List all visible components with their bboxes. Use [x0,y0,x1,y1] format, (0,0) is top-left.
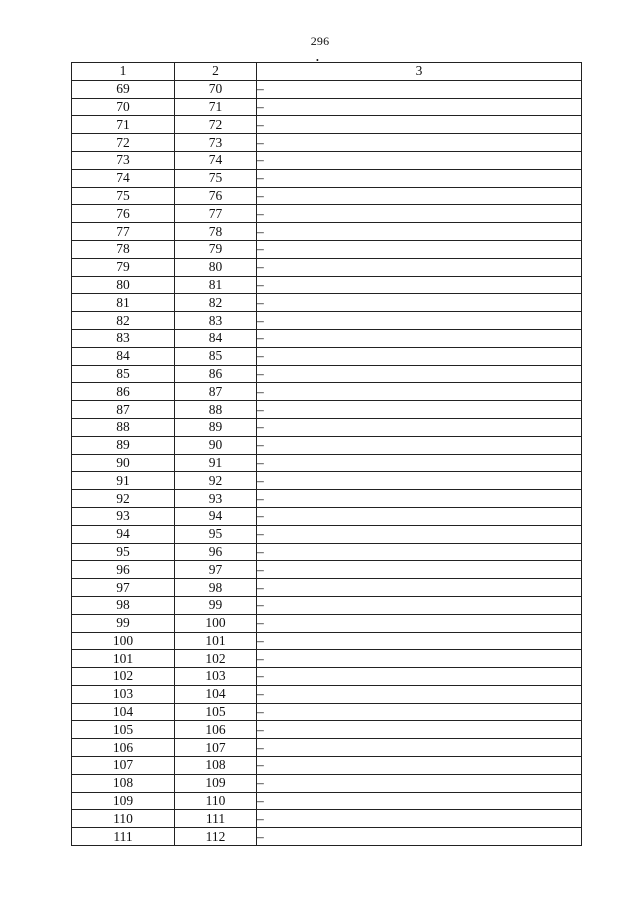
table-cell-col1: 88 [72,418,175,436]
table-row [72,418,582,436]
table-cell-col3: – [257,685,582,703]
table-cell-col2: 91 [175,454,257,472]
table-cell-col1: 103 [72,685,175,703]
table-row [72,312,582,330]
table-row [72,134,582,152]
table-cell-col2: 103 [175,668,257,686]
table-cell-col3: – [257,828,582,846]
table-row [72,579,582,597]
table-cell-col2: 112 [175,828,257,846]
table-cell-col1: 86 [72,383,175,401]
table-cell-col1: 90 [72,454,175,472]
table-row [72,187,582,205]
table-cell-col3: – [257,739,582,757]
table-cell-col2: 89 [175,418,257,436]
table-cell-col1: 83 [72,329,175,347]
table-row [72,685,582,703]
table-row [72,650,582,668]
table-cell-col3: – [257,614,582,632]
table-cell-col2: 72 [175,116,257,134]
table-cell-col2: 70 [175,80,257,98]
table-cell-col3: – [257,703,582,721]
table-cell-col2: 106 [175,721,257,739]
table-cell-col1: 78 [72,240,175,258]
table-cell-col1: 77 [72,223,175,241]
table-cell-col1: 74 [72,169,175,187]
table-header-row [72,63,582,81]
scan-mark: • [316,56,319,65]
table-cell-col1: 71 [72,116,175,134]
table-cell-col2: 74 [175,151,257,169]
table-row [72,561,582,579]
table-cell-col1: 81 [72,294,175,312]
table-row [72,401,582,419]
table-row [72,240,582,258]
table-cell-col1: 75 [72,187,175,205]
table-cell-col3: – [257,721,582,739]
table-cell-col2: 80 [175,258,257,276]
table-row [72,490,582,508]
table-cell-col1: 96 [72,561,175,579]
table-cell-col3: – [257,792,582,810]
table-cell-col3: – [257,757,582,775]
table-cell-col2: 90 [175,436,257,454]
table-cell-col2: 95 [175,525,257,543]
table-cell-col2: 108 [175,757,257,775]
table-cell-col1: 79 [72,258,175,276]
table-cell-col2: 76 [175,187,257,205]
table-cell-col2: 87 [175,383,257,401]
table-cell-col2: 94 [175,507,257,525]
table-cell-col2: 86 [175,365,257,383]
table-cell-col2: 75 [175,169,257,187]
table-cell-col3: – [257,187,582,205]
table-row [72,472,582,490]
table-cell-col3: – [257,205,582,223]
table-cell-col2: 111 [175,810,257,828]
table-cell-col2: 78 [175,223,257,241]
table-cell-col1: 105 [72,721,175,739]
table-cell-col1: 100 [72,632,175,650]
table-cell-col1: 110 [72,810,175,828]
table-row [72,205,582,223]
column-header-2: 2 [175,63,257,81]
table-cell-col3: – [257,80,582,98]
table-row [72,596,582,614]
table-cell-col1: 111 [72,828,175,846]
table-cell-col2: 79 [175,240,257,258]
table-cell-col2: 93 [175,490,257,508]
table-cell-col1: 69 [72,80,175,98]
table-cell-col2: 110 [175,792,257,810]
table-row [72,792,582,810]
table-row [72,151,582,169]
table-cell-col3: – [257,151,582,169]
table-row [72,543,582,561]
table-cell-col3: – [257,810,582,828]
table-row [72,525,582,543]
column-header-3: 3 [257,63,582,81]
table-row [72,383,582,401]
table-cell-col1: 98 [72,596,175,614]
table-cell-col3: – [257,472,582,490]
table-cell-col1: 80 [72,276,175,294]
table-row [72,810,582,828]
table-row [72,739,582,757]
table-cell-col2: 105 [175,703,257,721]
table-cell-col3: – [257,490,582,508]
table-cell-col1: 76 [72,205,175,223]
table-row [72,116,582,134]
table-cell-col3: – [257,169,582,187]
table-cell-col1: 104 [72,703,175,721]
table-cell-col3: – [257,312,582,330]
table-cell-col3: – [257,543,582,561]
table-cell-col3: – [257,454,582,472]
table-row [72,329,582,347]
table-cell-col3: – [257,116,582,134]
table-cell-col3: – [257,223,582,241]
table-cell-col2: 98 [175,579,257,597]
table-cell-col3: – [257,329,582,347]
table-row [72,347,582,365]
table-row [72,774,582,792]
table-cell-col3: – [257,650,582,668]
table-row [72,632,582,650]
table-cell-col1: 97 [72,579,175,597]
table-cell-col2: 73 [175,134,257,152]
table-row [72,223,582,241]
table-row [72,454,582,472]
table-cell-col1: 91 [72,472,175,490]
table-cell-col1: 99 [72,614,175,632]
table-cell-col2: 104 [175,685,257,703]
table-cell-col1: 89 [72,436,175,454]
table-cell-col2: 96 [175,543,257,561]
table-cell-col3: – [257,258,582,276]
table-cell-col3: – [257,774,582,792]
table-row [72,276,582,294]
table-cell-col3: – [257,436,582,454]
table-cell-col3: – [257,525,582,543]
table-cell-col1: 72 [72,134,175,152]
table-cell-col2: 100 [175,614,257,632]
table-cell-col1: 70 [72,98,175,116]
table-body [72,80,582,845]
table-cell-col1: 109 [72,792,175,810]
table-row [72,169,582,187]
table-cell-col3: – [257,276,582,294]
table-row [72,436,582,454]
table-row [72,614,582,632]
table-cell-col1: 93 [72,507,175,525]
table-cell-col2: 99 [175,596,257,614]
table-cell-col2: 81 [175,276,257,294]
table-cell-col1: 107 [72,757,175,775]
table-cell-col1: 94 [72,525,175,543]
table-cell-col3: – [257,383,582,401]
table-cell-col2: 101 [175,632,257,650]
table-cell-col2: 97 [175,561,257,579]
table-cell-col3: – [257,401,582,419]
table-cell-col2: 88 [175,401,257,419]
table-cell-col1: 108 [72,774,175,792]
table-cell-col2: 92 [175,472,257,490]
table-cell-col3: – [257,347,582,365]
table-cell-col1: 101 [72,650,175,668]
table-cell-col3: – [257,418,582,436]
table-cell-col2: 71 [175,98,257,116]
table-cell-col2: 85 [175,347,257,365]
table-row [72,828,582,846]
table-row [72,721,582,739]
page-number: 296 [310,34,330,48]
table-cell-col1: 106 [72,739,175,757]
table-cell-col1: 82 [72,312,175,330]
table-cell-col1: 84 [72,347,175,365]
table-cell-col3: – [257,632,582,650]
table-cell-col1: 92 [72,490,175,508]
table-cell-col3: – [257,561,582,579]
table-cell-col2: 102 [175,650,257,668]
table-row [72,294,582,312]
data-table [71,62,582,846]
table-row [72,668,582,686]
table-row [72,507,582,525]
table-cell-col1: 95 [72,543,175,561]
table-cell-col2: 107 [175,739,257,757]
table-cell-col3: – [257,294,582,312]
table-cell-col2: 83 [175,312,257,330]
table-cell-col3: – [257,579,582,597]
table-cell-col3: – [257,240,582,258]
table-cell-col1: 73 [72,151,175,169]
table-cell-col2: 84 [175,329,257,347]
table-cell-col3: – [257,134,582,152]
table-cell-col2: 109 [175,774,257,792]
table-cell-col2: 82 [175,294,257,312]
table-row [72,258,582,276]
table-row [72,80,582,98]
table-cell-col3: – [257,98,582,116]
table-cell-col3: – [257,668,582,686]
table-cell-col3: – [257,365,582,383]
table-cell-col3: – [257,596,582,614]
table-row [72,98,582,116]
table-cell-col2: 77 [175,205,257,223]
table-cell-col1: 85 [72,365,175,383]
table-cell-col1: 87 [72,401,175,419]
table-row [72,703,582,721]
table-cell-col3: – [257,507,582,525]
table-row [72,757,582,775]
table-cell-col1: 102 [72,668,175,686]
column-header-1: 1 [72,63,175,81]
table-row [72,365,582,383]
